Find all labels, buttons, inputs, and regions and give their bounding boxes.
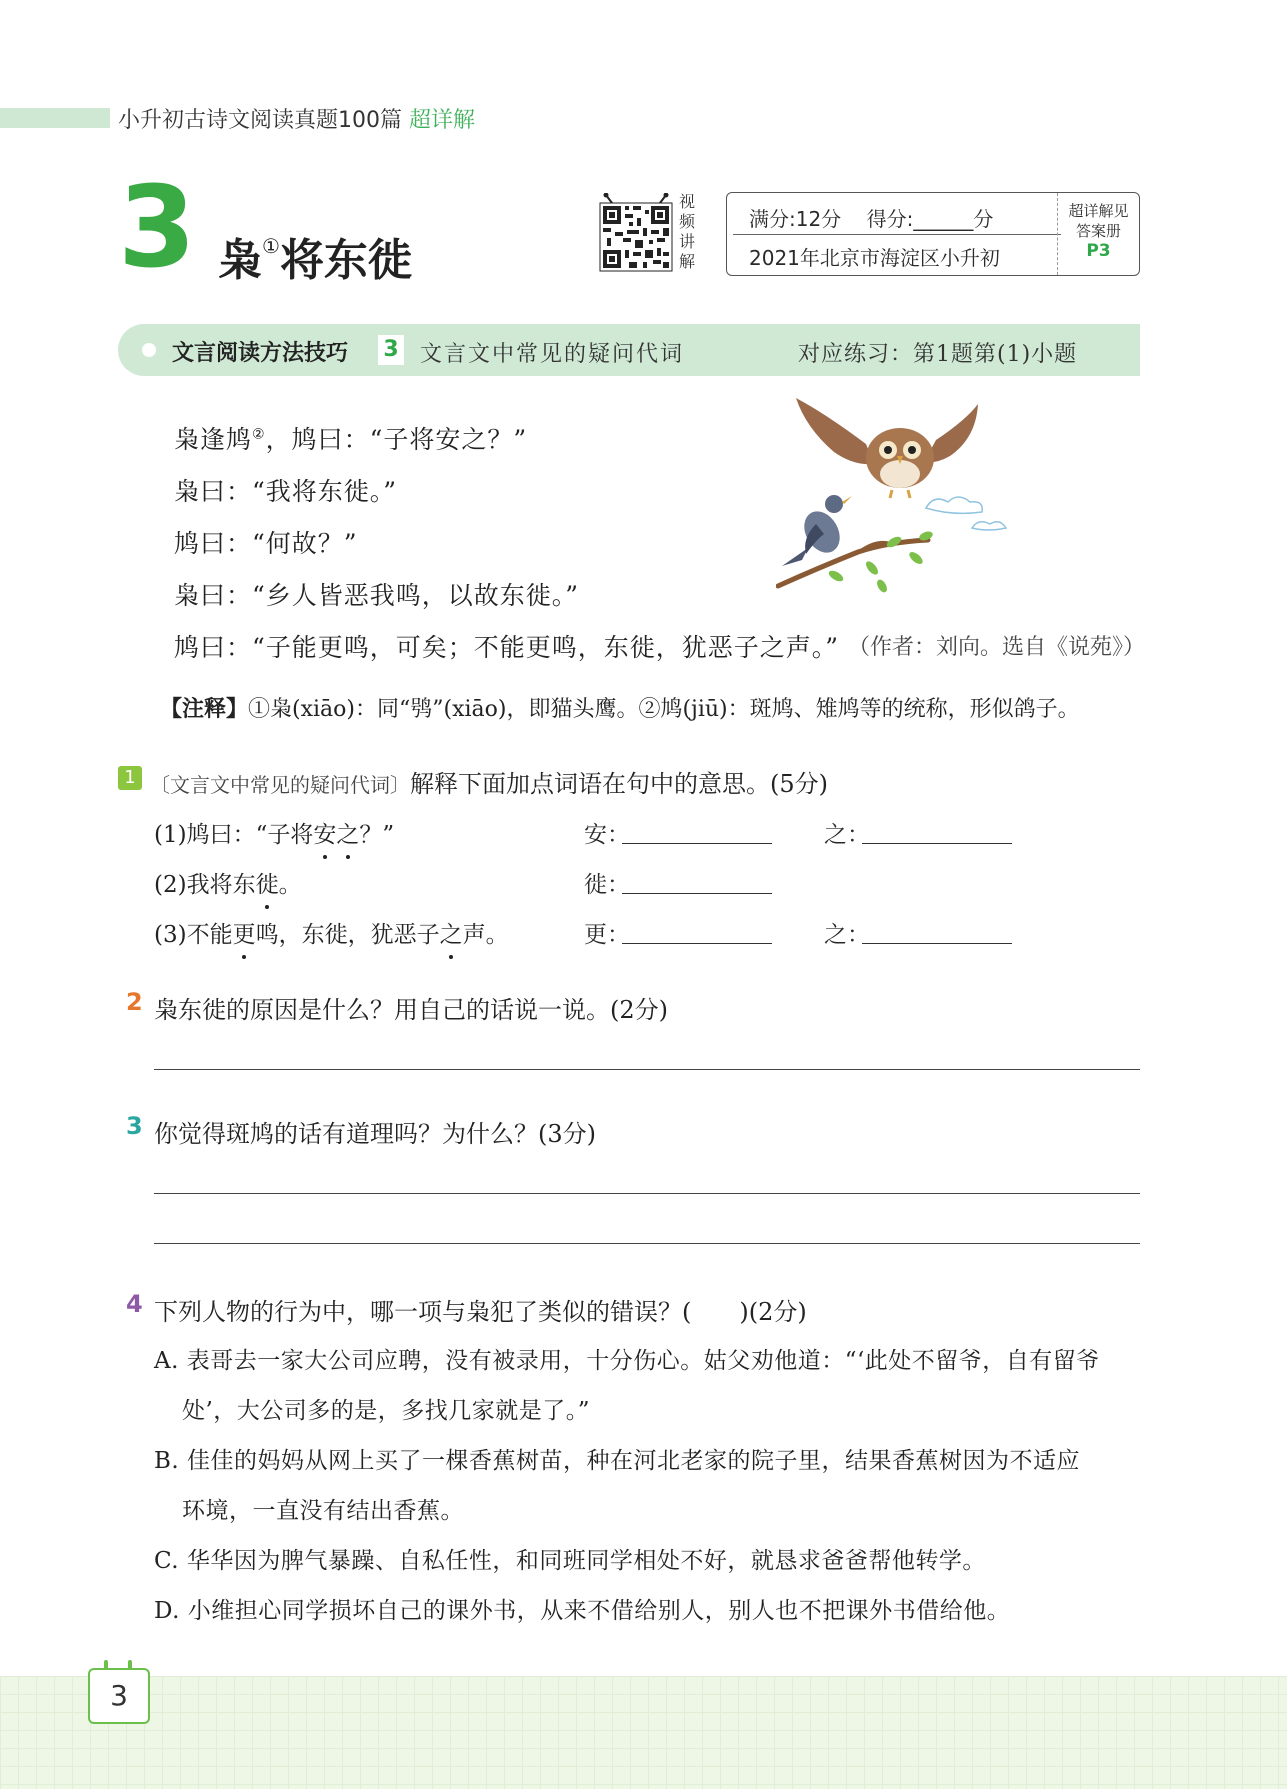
banner-practice: 对应练习：第1题第(1)小题 <box>798 342 1078 367</box>
method-banner <box>118 324 1140 376</box>
score-box <box>726 192 1140 276</box>
answer-blank[interactable] <box>862 943 1012 944</box>
q1-item-text: (1)鸠曰：“子将 <box>154 822 314 848</box>
blank-label: 之： <box>824 922 870 948</box>
exam-source: 2021年北京市海淀区小升初 <box>749 246 1000 270</box>
answer-line[interactable] <box>154 1069 1140 1070</box>
book-title-text: 小升初古诗文阅读真题100篇 <box>118 108 402 133</box>
passage-line <box>174 420 527 456</box>
q3-number: 3 <box>126 1112 143 1140</box>
passage-line: 枭曰：“乡人皆恶我鸣，以故东徙。” <box>174 581 580 610</box>
answer-page: P3 <box>1086 241 1111 261</box>
passage-line: 枭曰：“我将东徙。” <box>174 477 398 506</box>
answer-line[interactable] <box>154 1243 1140 1244</box>
owl-icon <box>796 398 978 498</box>
qr-label-char: 频 <box>679 212 696 231</box>
q4-option-b[interactable]: B. 佳佳的妈妈从网上买了一棵香蕉树苗，种在河北老家的院子里，结果香蕉树因为不适应 <box>154 1448 1081 1474</box>
blank-label: 安： <box>584 822 630 848</box>
q1-item-3 <box>154 916 509 949</box>
passage-text: 枭逢鸠 <box>174 425 253 454</box>
q1-item-text: 。 <box>278 872 302 898</box>
notes-text: ①枭(xiāo)：同“鸮”(xiāo)，即猫头鹰。②鸠(jiū)：斑鸠、雉鸠等的统称，形似鸽子。 <box>248 697 1080 722</box>
blank-label: 之： <box>824 822 870 848</box>
notes-label: 【注释】 <box>160 697 249 722</box>
q1-prompt <box>150 764 828 799</box>
q4-option-b-cont: 环境，一直没有结出香蕉。 <box>182 1498 464 1524</box>
answer-blank[interactable] <box>622 843 772 844</box>
blank-label: 徙： <box>584 872 630 898</box>
q1-item-text: (3)不能 <box>154 922 233 948</box>
q1-number: 1 <box>118 766 142 790</box>
q1-item-text: (2)我将东 <box>154 872 256 898</box>
q1-item-1 <box>154 816 394 849</box>
footer-grid <box>0 1676 1287 1789</box>
lesson-title-part1: 枭 <box>218 235 262 286</box>
header-accent-bar <box>0 108 110 128</box>
note-mark: ② <box>252 426 266 443</box>
passage-credit: （作者：刘向。选自《说苑》） <box>848 635 1146 660</box>
q4-number: 4 <box>126 1290 143 1318</box>
q4-option-a[interactable]: A. 表哥去一家大公司应聘，没有被录用，十分伤心。姑父劝他道：“‘此处不留爷，自有留爷 <box>154 1348 1100 1374</box>
score-divider <box>733 234 1061 235</box>
banner-label: 文言阅读方法技巧 <box>172 341 349 366</box>
q1-item-text: 鸣，东徙，犹恶子 <box>255 922 440 948</box>
score-line <box>749 203 993 232</box>
answer-reference <box>1057 193 1139 275</box>
q4-option-c[interactable]: C. 华华因为脾气暴躁、自私任性，和同班同学相处不好，就恳求爸爸帮他转学。 <box>154 1548 986 1574</box>
blank-label: 更： <box>584 922 630 948</box>
dotted-word: 之 <box>440 916 463 949</box>
q4-text: 下列人物的行为中，哪一项与枭犯了类似的错误？( )(2分) <box>154 1298 807 1326</box>
q4-option-d[interactable]: D. 小维担心同学损坏自己的课外书，从来不借给别人，别人也不把课外书借给他。 <box>154 1598 1011 1624</box>
lesson-title-note-mark: ① <box>262 234 280 258</box>
banner-topic: 文言文中常见的疑问代词 <box>420 342 685 367</box>
qr-label-char: 讲 <box>679 232 696 251</box>
banner-badge: 3 <box>378 335 404 365</box>
notes <box>160 692 1080 723</box>
answer-blank[interactable] <box>862 843 1012 844</box>
book-title <box>118 103 475 134</box>
lesson-title <box>218 224 412 288</box>
passage-text: ，鸠曰：“子将安之？” <box>265 425 528 454</box>
qr-label <box>679 192 699 272</box>
qr-label-char: 视 <box>679 192 696 211</box>
dotted-word: 安 <box>313 816 336 849</box>
dotted-word: 更 <box>233 916 256 949</box>
q2-number: 2 <box>126 988 143 1016</box>
answer-ref-line2: 答案册 <box>1075 222 1121 240</box>
answer-blank[interactable] <box>622 943 772 944</box>
answer-blank[interactable] <box>622 893 772 894</box>
score-field[interactable]: 得分:______分 <box>866 207 994 231</box>
dotted-word: 徙 <box>256 866 279 899</box>
qr-code-icon[interactable] <box>598 193 674 273</box>
dotted-word: 之 <box>336 816 359 849</box>
lesson-number: 3 <box>118 163 196 293</box>
answer-line[interactable] <box>154 1193 1140 1194</box>
branch-icon <box>778 540 928 586</box>
passage-line: 鸠曰：“子能更鸣，可矣；不能更鸣，东徙，犹恶子之声。” <box>174 633 840 662</box>
passage-line: 鸠曰：“何故？” <box>174 529 358 558</box>
book-title-accent: 超详解 <box>409 108 476 133</box>
banner-dot-icon <box>142 343 156 357</box>
q2-text: 枭东徙的原因是什么？用自己的话说一说。(2分) <box>154 996 668 1024</box>
lesson-title-part2: 将东徙 <box>279 235 412 286</box>
q3-text: 你觉得斑鸠的话有道理吗？为什么？(3分) <box>154 1120 596 1148</box>
q1-item-2 <box>154 866 302 899</box>
q1-item-text: 声。 <box>462 922 509 948</box>
cloud-icon <box>926 497 982 513</box>
dove-icon <box>782 495 852 566</box>
qr-label-char: 解 <box>679 252 696 271</box>
q1-item-text: ？” <box>359 822 395 848</box>
full-score: 满分:12分 <box>749 207 842 231</box>
q1-text: 解释下面加点词语在句中的意思。(5分) <box>410 770 828 798</box>
q4-option-a-cont: 处’，大公司多的是，多找几家就是了。” <box>182 1398 591 1424</box>
owl-and-dove-illustration <box>776 398 1048 598</box>
answer-ref-line1: 超详解见 <box>1068 202 1129 220</box>
cloud-icon <box>972 522 1006 530</box>
q1-tag: 〔文言文中常见的疑问代词〕 <box>150 773 410 797</box>
page-number: 3 <box>88 1668 150 1724</box>
